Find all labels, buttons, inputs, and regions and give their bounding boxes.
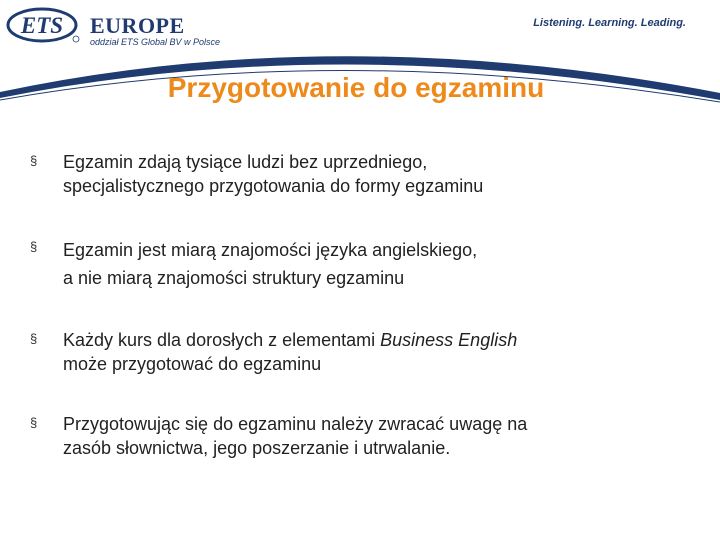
brand-name: EUROPE (90, 13, 185, 38)
bullet-line: może przygotować do egzaminu (63, 354, 322, 374)
bullet-marker-icon: § (30, 331, 38, 346)
bullet-marker-icon: § (30, 415, 38, 430)
bullet-text (63, 236, 683, 292)
brand-subtitle: oddział ETS Global BV w Polsce (90, 37, 221, 47)
bullet-emphasis: Business English (380, 330, 518, 350)
bullet-marker-icon: § (30, 153, 38, 168)
ets-logo-text: ETS (20, 13, 64, 38)
tagline: Listening. Learning. Leading. (533, 17, 686, 29)
bullet-line: a nie miarą znajomości struktury egzaminu (63, 268, 405, 288)
bullet-line: Przygotowując się do egzaminu należy zwracać uwagę na (63, 414, 528, 434)
bullet-line-start: Każdy kurs dla dorosłych z elementami (63, 330, 381, 350)
bullet-line: specjalistycznego przygotowania do formy egzaminu (63, 176, 484, 196)
bullet-text (63, 150, 683, 198)
bullet-text (63, 328, 683, 376)
slide-title: Przygotowanie do egzaminu (167, 72, 545, 103)
bullet-line: Egzamin jest miarą znajomości języka angielskiego, (63, 240, 478, 260)
bullet-marker-icon: § (30, 239, 38, 254)
bullet-text (63, 412, 683, 460)
bullet-line (63, 328, 683, 352)
bullet-line: Egzamin zdają tysiące ludzi bez uprzedniego, (63, 152, 428, 172)
bullet-line: zasób słownictwa, jego poszerzanie i utrwalanie. (63, 438, 451, 458)
